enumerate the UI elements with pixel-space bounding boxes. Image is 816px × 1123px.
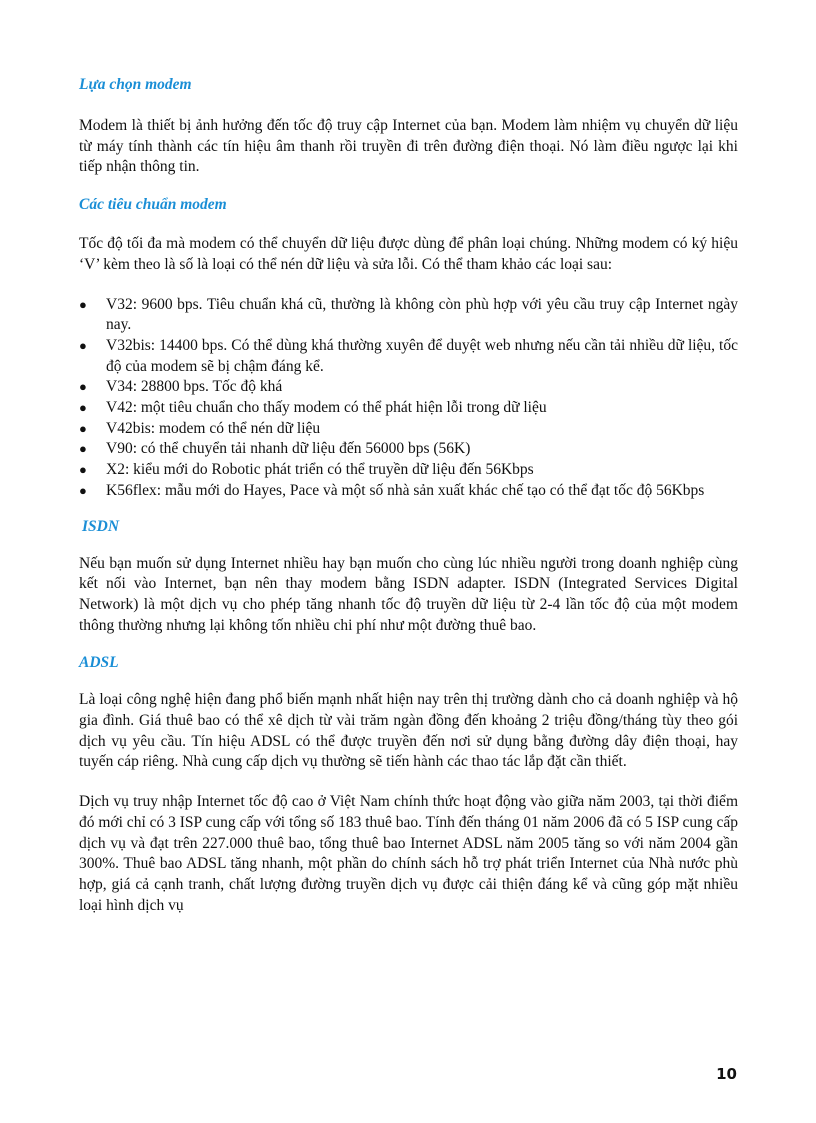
list-item [79, 419, 738, 440]
bullet-icon: ● [79, 337, 87, 353]
bullet-icon: ● [79, 379, 87, 395]
heading-isdn: ISDN [82, 517, 120, 535]
list-item [79, 460, 738, 481]
list-item [79, 377, 738, 398]
bullet-icon: ● [79, 296, 87, 312]
list-item-text: V90: có thể chuyển tải nhanh dữ liệu đến 56000 bps (56K) [106, 440, 471, 458]
list-item-text: K56flex: mẫu mới do Hayes, Pace và một số nhà sản xuất khác chế tạo có thể đạt tốc độ 56Kbps [106, 481, 705, 499]
bullet-icon: ● [79, 441, 87, 457]
paragraph-standards-intro: Tốc độ tối đa mà modem có thể chuyển dữ liệu được dùng để phân loại chúng. Những modem có ký hiệu ‘V’ kèm theo là số là loại có thể nén dữ liệu và sửa lỗi. Có thể tham khảo các loại sau: [79, 235, 738, 273]
page-number: 10 [716, 1065, 737, 1083]
bullet-icon: ● [79, 462, 87, 478]
list-item [79, 295, 738, 336]
bullet-icon: ● [79, 420, 87, 436]
paragraph-isdn: Nếu bạn muốn sử dụng Internet nhiều hay bạn muốn cho cùng lúc nhiều người trong doanh nghiệp cùng kết nối vào Internet, bạn nên thay modem bằng ISDN adapter. ISDN (Integrated Services Digital Network) là một dịch vụ cho phép tăng nhanh tốc độ truyền dữ liệu từ 2-4 lần tốc độ của một modem thông thường nhưng lại không tốn nhiều chi phí như một đường thuê bao. [79, 554, 738, 634]
paragraph-modem-intro: Modem là thiết bị ảnh hưởng đến tốc độ truy cập Internet của bạn. Modem làm nhiệm vụ chuyển dữ liệu từ máy tính thành các tín hiệu âm thanh rồi truyền đi trên đường điện thoại. Nó làm điều ngược lại khi tiếp nhận thông tin. [79, 117, 738, 176]
list-item [79, 336, 738, 377]
bullet-icon: ● [79, 400, 87, 416]
list-item [79, 439, 738, 460]
heading-modem-selection: Lựa chọn modem [79, 76, 192, 93]
list-item [79, 481, 738, 502]
list-item-text: V32: 9600 bps. Tiêu chuẩn khá cũ, thường là không còn phù hợp với yêu cầu truy cập Internet ngày nay. [106, 295, 738, 334]
bullet-icon: ● [79, 482, 87, 498]
heading-modem-standards: Các tiêu chuẩn modem [79, 196, 227, 214]
paragraph-adsl-vietnam: Dịch vụ truy nhập Internet tốc độ cao ở Việt Nam chính thức hoạt động vào giữa năm 2003, tại thời điểm đó mới chỉ có 3 ISP cung cấp với tổng số 183 thuê bao. Tính đến tháng 01 năm 2006 đã có 5 ISP cung cấp dịch vụ và đạt trên 227.000 thuê bao, tổng thuê bao Internet ADSL năm 2005 tăng so với năm 2004 gần 300%. Thuê bao ADSL tăng nhanh, một phần do chính sách hỗ trợ phát triển Internet của Nhà nước phù hợp, giá cả cạnh tranh, chất lượng đường truyền dịch vụ được cải thiện đáng kể và cũng góp mặt nhiều loại hình dịch vụ [79, 793, 738, 914]
heading-adsl: ADSL [79, 654, 119, 672]
list-item-text: V42: một tiêu chuẩn cho thấy modem có thể phát hiện lỗi trong dữ liệu [106, 399, 547, 417]
list-item-text: X2: kiểu mới do Robotic phát triển có thể truyền dữ liệu đến 56Kbps [106, 461, 534, 479]
modem-standards-list [79, 295, 738, 502]
list-item-text: V34: 28800 bps. Tốc độ khá [106, 378, 283, 396]
list-item [79, 398, 738, 419]
document-page [79, 70, 738, 916]
list-item-text: V32bis: 14400 bps. Có thể dùng khá thường xuyên để duyệt web nhưng nếu cần tải nhiều dữ liệu, tốc độ của modem sẽ bị chậm đáng kể. [106, 336, 738, 375]
paragraph-adsl-overview: Là loại công nghệ hiện đang phổ biến mạnh nhất hiện nay trên thị trường dành cho cả doanh nghiệp và hộ gia đình. Giá thuê bao có thể xê dịch từ vài trăm ngàn đồng đến khoảng 2 triệu đồng/tháng tùy theo gói dịch vụ yêu cầu. Tín hiệu ADSL có thể được truyền đến nơi sử dụng bằng đường dây điện thoại, hay tuyến cáp riêng. Nhà cung cấp dịch vụ thường sẽ tiến hành các thao tác lắp đặt cần thiết. [79, 691, 738, 771]
list-item-text: V42bis: modem có thể nén dữ liệu [106, 419, 321, 437]
